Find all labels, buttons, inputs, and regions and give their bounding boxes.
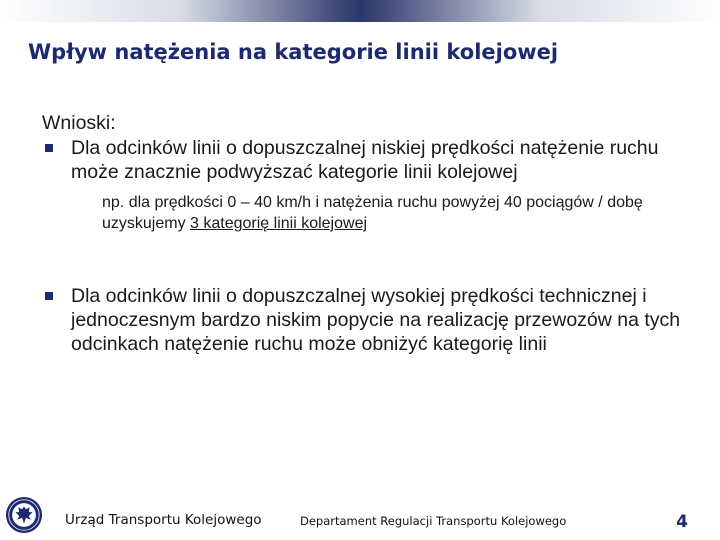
bullet-item-2 [42,284,702,356]
bullet-item-1 [42,136,702,184]
sub-note-underlined: 3 kategorię linii kolejowej [190,215,368,232]
footer-department: Departament Regulacji Transportu Kolejowego [300,514,567,528]
footer-organization: Urząd Transportu Kolejowego [65,512,262,528]
slide-title: Wpływ natężenia na kategorie linii kolejowej [28,40,559,64]
sub-note-text: np. dla prędkości 0 – 40 km/h i natężenia ruchu powyżej 40 pociągów / dobę uzyskujemy [102,194,643,232]
square-bullet-icon [45,292,53,300]
top-gradient-bar [0,0,720,22]
sub-note [102,192,702,234]
slide-content [42,110,702,356]
conclusions-label: Wnioski: [42,112,116,134]
bullet-1-text: Dla odcinków linii o dopuszczalnej niskiej prędkości natężenie ruchu może znacznie podwyższać kategorie linii kolejowej [71,137,659,183]
page-number: 4 [676,512,688,532]
square-bullet-icon [45,144,53,152]
bullet-2-text: Dla odcinków linii o dopuszczalnej wysokiej prędkości technicznej i jednoczesnym bardzo niskim popycie na realizację przewozów na tych odcinkach natężenie ruchu może obniżyć kategorię linii [71,285,681,355]
eagle-emblem-icon [5,496,43,534]
